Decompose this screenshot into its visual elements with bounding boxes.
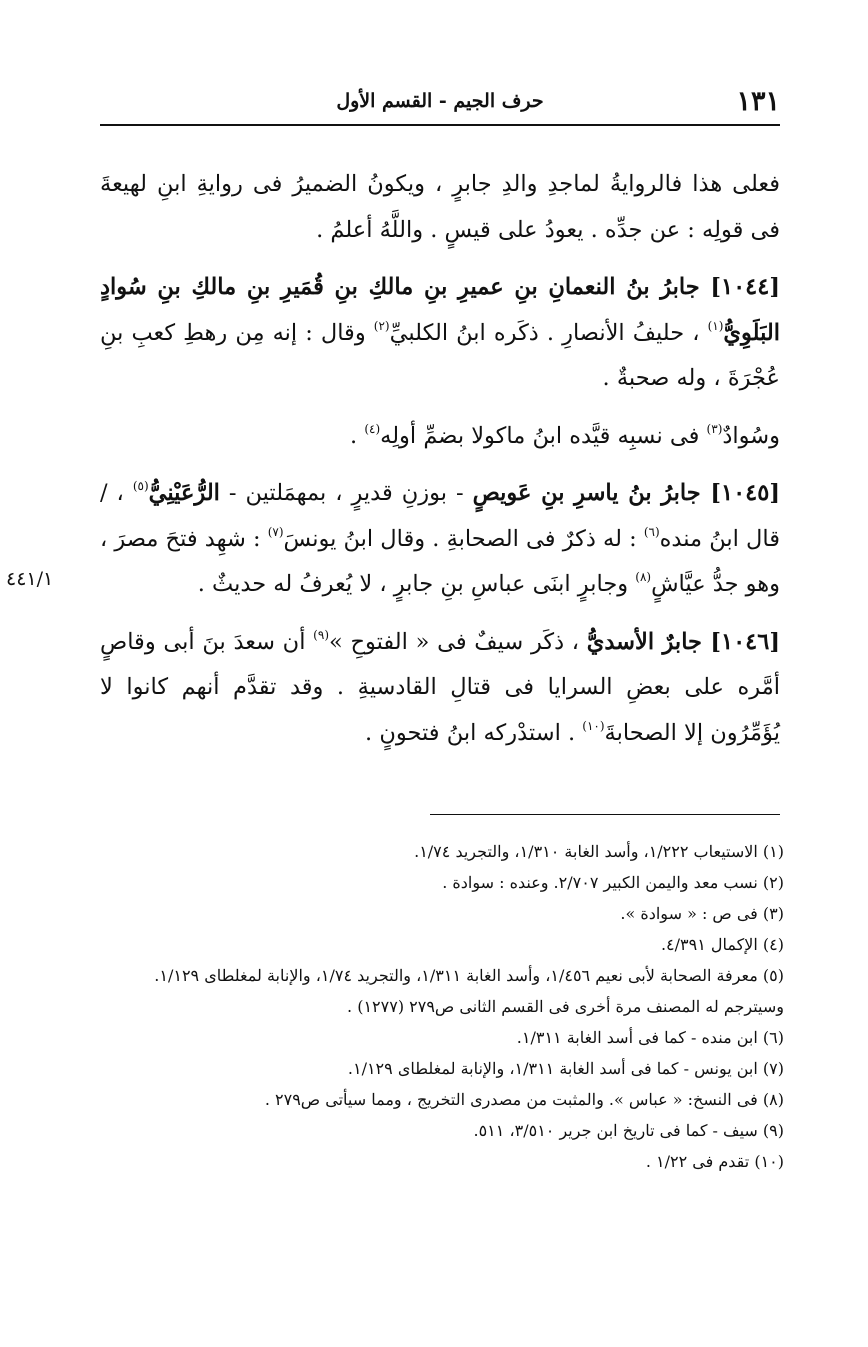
- footnote-2: (٢) نسب معد واليمن الكبير ٢/٧٠٧. وعنده : سوادة .: [442, 873, 784, 892]
- footnote-8: (٨) فى النسخ: « عباس ». والمثبت من مصدرى التخريج ، ومما سيأتى ص٢٧٩ .: [264, 1090, 784, 1109]
- footnote-ref-4[interactable]: (٤): [364, 421, 381, 436]
- entry-1045-heading: [١٠٤٥] جابرُ بنُ ياسرِ بنِ عَويصٍ: [472, 480, 781, 506]
- entry-1045-text-e: وجابرٍ ابنَى عباسِ بنِ جابرٍ ، لا يُعرفُ له حديثٌ .: [197, 571, 636, 597]
- footnote-ref-8[interactable]: (٨): [635, 570, 652, 584]
- footnote-ref-1[interactable]: (١): [707, 318, 724, 333]
- footnote-5: (٥) معرفة الصحابة لأبى نعيم ١/٤٥٦، وأسد الغابة ١/٣١١، والتجريد ١/٧٤، والإنابة لمغلطاى ١/١٢٩. وسيترجم له المصنف مرة أخرى فى القسم الثانى ص٢٧٩ (١٢٧٧) .: [154, 966, 784, 1016]
- footnote-ref-7[interactable]: (٧): [267, 524, 284, 539]
- sawad-text-a: وسُوادٌ: [722, 422, 780, 449]
- footnote-ref-2[interactable]: (٢): [373, 318, 390, 333]
- footnote-ref-6[interactable]: (٦): [643, 524, 660, 539]
- entry-1045: [100, 471, 780, 608]
- entry-1045-text-b: ، / قال ابنُ منده: [100, 480, 780, 552]
- footnote-ref-3[interactable]: (٣): [706, 421, 723, 436]
- running-title: حرف الجيم - القسم الأول: [336, 90, 544, 112]
- footnotes: [96, 836, 784, 1177]
- footnote-4: (٤) الإكمال ٤/٣٩١.: [660, 935, 784, 954]
- entry-1045-text-c: : له ذكرٌ فى الصحابةِ . وقال ابنُ يونسَ: [283, 525, 644, 552]
- entry-1045-text-d: : شهِد فتحَ مصرَ ، وهو جدُّ عيَّاشٍ: [100, 525, 780, 597]
- footnote-6: (٦) ابن منده - كما فى أسد الغابة ١/٣١١.: [516, 1028, 784, 1047]
- entry-1046-text-b: أن سعدَ بنَ أبى وقاصٍ أمَّره على بعضِ السرايا فى قتالِ القادسيةِ . وقد تقدَّم أنهم كانوا لا يُؤَمِّرُون إلا الصحابةَ: [100, 628, 780, 746]
- footnote-7: (٧) ابن يونس - كما فى أسد الغابة ١/٣١١، والإنابة لمغلطاى ١/١٢٩.: [347, 1059, 784, 1078]
- intro-paragraph: فعلى هذا فالروايةُ لماجدِ والدِ جابرٍ ، ويكونُ الضميرُ فى روايةِ ابنِ لهيعةَ فى قولِه : عن جدِّه . يعودُ على قيسٍ . واللَّهُ أعلمُ .: [100, 171, 780, 243]
- footnote-ref-9[interactable]: (٩): [313, 627, 329, 642]
- sawad-text-c: .: [350, 422, 365, 449]
- entry-1046-text-c: . استدْركه ابنُ فتحونٍ .: [365, 719, 583, 746]
- entry-1044-text-a: ، حليفُ الأنصارِ . ذكَره ابنُ الكلبيِّ: [389, 319, 708, 346]
- entry-1045-text-a: - بوزنِ قديرٍ ، بمهمَلتين -: [219, 480, 473, 506]
- main-text: [100, 162, 780, 756]
- footnote-3: (٣) فى ص : « سوادة ».: [620, 904, 784, 923]
- footnote-9: (٩) سيف - كما فى تاريخ ابن جرير ٣/٥١٠، ٥١١.: [473, 1121, 784, 1140]
- entry-1044-heading: [١٠٤٤] جابرُ بنُ النعمانِ بنِ عميرِ بنِ مالكِ بنِ قُمَيرِ بنِ مالكِ بنِ سُوادٍ البَلَوِيُّ: [100, 274, 780, 346]
- entry-1046: [100, 620, 780, 757]
- margin-reference: ٤٤١/١: [6, 568, 54, 590]
- footnote-separator: [430, 814, 780, 815]
- entry-1046-text-a: ، ذكَر سيفٌ فى « الفتوحِ »: [329, 628, 587, 655]
- page-header: [100, 84, 780, 126]
- footnote-ref-5[interactable]: (٥): [132, 479, 149, 493]
- footnote-1: (١) الاستيعاب ١/٢٢٢، وأسد الغابة ١/٣١٠، والتجريد ١/٧٤.: [414, 842, 784, 861]
- entry-1046-heading: [١٠٤٦] جابرٌ الأسديُّ: [586, 628, 780, 655]
- footnote-10: (١٠) تقدم فى ١/٢٢ .: [645, 1152, 784, 1171]
- entry-1045-nisba: الرُّعَيْنِيُّ: [148, 480, 220, 506]
- page-number: ١٣١: [736, 86, 780, 117]
- entry-1044-text-b: وقال : إنه مِن رهطِ كعبِ بنِ عُجْرَةَ ، وله صحبةٌ .: [100, 319, 780, 391]
- sawad-paragraph: [100, 414, 780, 460]
- entry-1044: [100, 265, 780, 402]
- sawad-text-b: فى نسبِه قيَّده ابنُ ماكولا بضمِّ أولِه: [380, 422, 707, 449]
- footnote-ref-10[interactable]: (١٠): [582, 718, 605, 733]
